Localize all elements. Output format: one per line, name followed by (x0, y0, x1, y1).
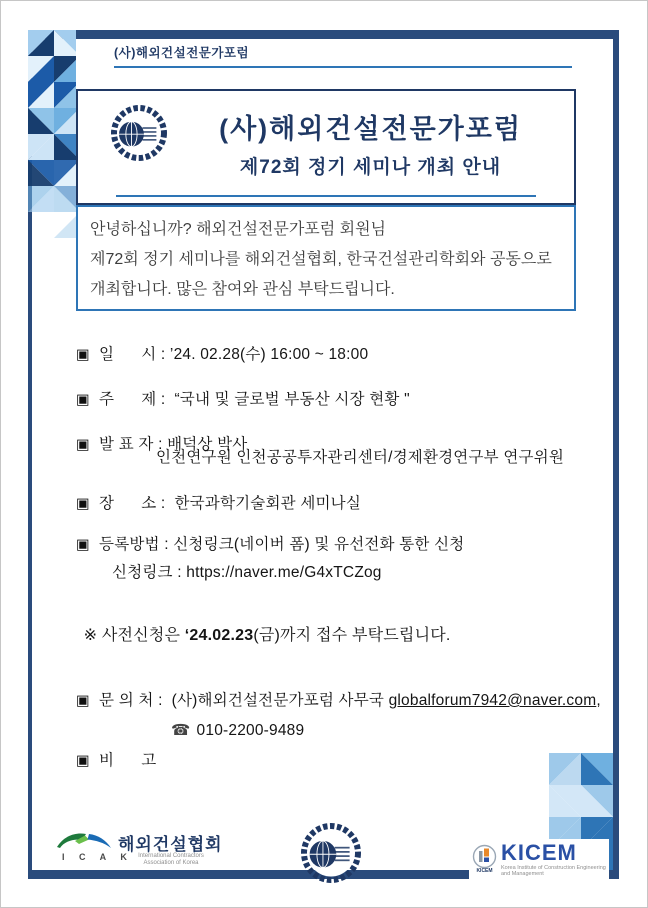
kicem-tagline: Korea Institute of Construction Engineering and Management (501, 865, 606, 877)
title-card (76, 89, 576, 205)
header-org-name: (사)해외건설전문가포럼 (114, 46, 250, 60)
kicem-icon-label: KICEM (476, 868, 493, 874)
icak-korean-name: 해외건설협회 (118, 835, 223, 854)
detail-topic-text: 주 제 : “국내 및 글로벌 부동산 시장 현황 " (99, 391, 410, 408)
registration-link-label: 신청링크 : (112, 564, 187, 581)
greeting-line: 안녕하십니까? 해외건설전문가포럼 회원님 (90, 221, 386, 238)
subtitle-underline (116, 195, 536, 197)
header-underline (114, 66, 572, 68)
contact-email-comma: , (596, 692, 601, 709)
contact-phone-line (153, 703, 304, 758)
square-bullet-icon: ▣ (76, 753, 90, 769)
detail-venue-text: 장 소 : 한국과학기술회관 세미나실 (99, 495, 362, 512)
title-card-org-name: (사)해외건설전문가포럼 (219, 114, 522, 144)
icak-acronym: I C A K (62, 852, 133, 862)
greeting-line: 제72회 정기 세미나를 해외건설협회, 한국건설관리학회와 공동으로 (90, 251, 552, 268)
forum-globe-logo (110, 104, 168, 162)
icak-english-name: International Contractors Association of Korea (138, 853, 204, 866)
square-bullet-icon: ▣ (76, 437, 90, 453)
contact-email[interactable]: globalforum7942@naver.com (388, 692, 597, 709)
kicem-acronym: KICEM (501, 840, 577, 865)
detail-presenter-affiliation: 인천연구원 인천공공투자관리센터/경제환경연구부 연구위원 (156, 449, 565, 466)
contact-line (58, 670, 601, 728)
square-bullet-icon: ▣ (76, 496, 90, 512)
detail-presenter-text: 발 표 자 : 배덕상 박사 (99, 436, 248, 453)
triangle-mosaic-top-left (28, 30, 76, 238)
icak-swoosh-icon (56, 832, 112, 850)
square-bullet-icon: ▣ (76, 693, 90, 709)
title-card-subtitle: 제72회 정기 세미나 개최 안내 (239, 157, 502, 178)
kicem-logo (469, 839, 609, 880)
contact-org: (사)해외건설전문가포럼 사무국 (171, 692, 389, 709)
phone-icon: ☎ (171, 722, 191, 739)
contact-phone-number: 010-2200-9489 (196, 722, 305, 739)
remarks-line (58, 730, 156, 788)
greeting-box (76, 205, 576, 311)
registration-link[interactable]: https://naver.me/G4xTCZog (186, 564, 382, 581)
notice-deadline-date: ‘24.02.23 (184, 627, 254, 644)
detail-registration-link-line (94, 542, 382, 600)
deadline-notice (65, 604, 451, 663)
square-bullet-icon: ▣ (76, 347, 90, 363)
square-bullet-icon: ▣ (76, 392, 90, 408)
greeting-line: 개최합니다. 많은 참여와 관심 부탁드립니다. (90, 281, 395, 298)
notice-suffix: (금)까지 접수 부탁드립니다. (253, 627, 451, 644)
contact-label: 문 의 처 : (99, 692, 172, 709)
icak-logo (56, 830, 236, 876)
notice-prefix: ※ 사전신청은 (83, 627, 185, 644)
square-bullet-icon: ▣ (76, 537, 90, 553)
detail-registration-text: 등록방법 : 신청링크(네이버 폼) 및 유선전화 통한 신청 (99, 536, 465, 553)
forum-globe-logo (300, 822, 362, 884)
kicem-emblem-icon (471, 844, 498, 875)
remarks-label: 비 고 (99, 752, 157, 769)
detail-date-text: 일 시 : ’24. 02.28(수) 16:00 ~ 18:00 (99, 346, 369, 363)
